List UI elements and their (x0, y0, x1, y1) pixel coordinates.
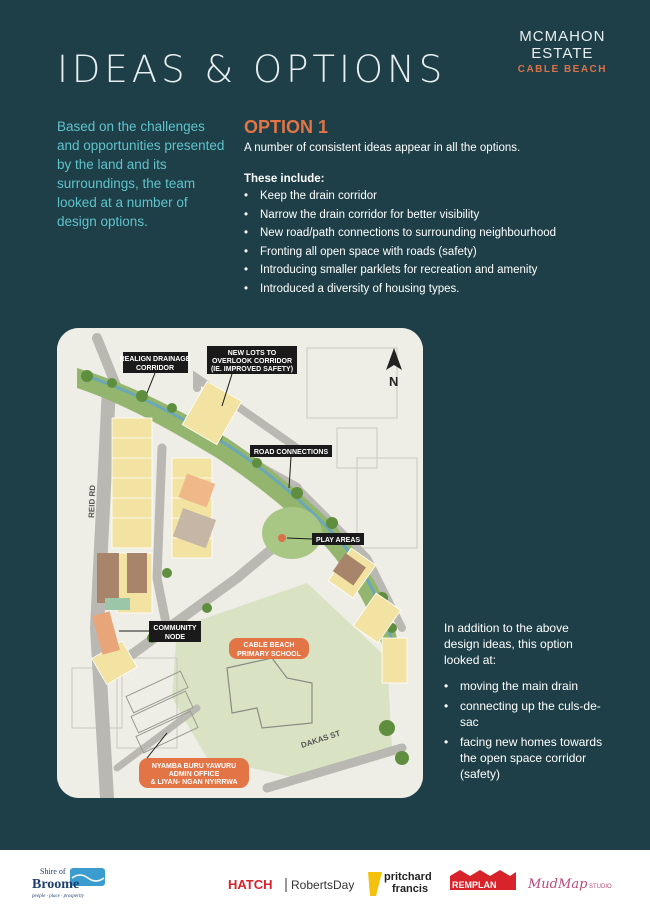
svg-text:REALIGN DRAINAGE: REALIGN DRAINAGE (119, 356, 191, 363)
svg-text:people · place · prosperity: people · place · prosperity (32, 894, 85, 899)
label-nyamba-buru (139, 758, 249, 788)
brand-line-1: MCMAHON (519, 28, 606, 45)
svg-text:REMPLAN: REMPLAN (452, 880, 497, 890)
mudmap-studio-logo (527, 877, 612, 892)
site-plan-drawing (57, 328, 423, 798)
svg-text:francis: francis (392, 883, 429, 895)
dakas-st-label: DAKAS ST (299, 728, 342, 750)
label-road-connections (250, 445, 332, 457)
brand-line-3: CABLE BEACH (517, 64, 607, 75)
label-school (229, 638, 309, 659)
list-item: • New road/path connections to surrounding neighbourhood (244, 224, 556, 243)
additional-list (444, 678, 604, 782)
pritchard-francis-logo (368, 871, 432, 896)
ideas-list (244, 187, 556, 298)
list-item: • facing new homes towards the open space corridor (safety) (444, 734, 604, 782)
svg-text:CORRIDOR: CORRIDOR (135, 365, 175, 372)
brand-line-2: ESTATE (531, 45, 594, 62)
additional-ideas (444, 620, 604, 786)
svg-text:STUDIO: STUDIO (589, 884, 612, 890)
footer-logos (0, 850, 650, 916)
svg-text:NODE: NODE (164, 634, 186, 641)
svg-text:(IE. IMPROVED SAFETY): (IE. IMPROVED SAFETY) (210, 366, 294, 373)
label-community-node (149, 621, 201, 642)
label-new-lots (207, 346, 297, 374)
svg-text:Broome: Broome (32, 877, 80, 892)
remplan-logo (450, 870, 516, 890)
svg-text:ADMIN OFFICE: ADMIN OFFICE (168, 771, 220, 778)
list-item: • Fronting all open space with roads (safety) (244, 243, 556, 262)
option-lead: A number of consistent ideas appear in all the options. (244, 142, 521, 154)
svg-text:HATCH: HATCH (228, 877, 273, 892)
list-item: • moving the main drain (444, 678, 604, 694)
svg-text:PRIMARY SCHOOL: PRIMARY SCHOOL (237, 651, 301, 658)
svg-text:MudMap: MudMap (528, 877, 588, 892)
label-realign-drainage (120, 352, 191, 373)
option-heading: OPTION 1 (244, 117, 329, 137)
label-play-areas (312, 533, 364, 545)
svg-text:RobertsDay: RobertsDay (291, 878, 355, 892)
svg-text:COMMUNITY: COMMUNITY (153, 625, 197, 632)
reid-rd-label: REID RD (87, 484, 98, 519)
svg-text:NEW LOTS TO: NEW LOTS TO (227, 350, 277, 357)
shire-of-broome-logo (31, 867, 105, 899)
list-item: • Narrow the drain corridor for better visibility (244, 206, 556, 225)
list-item: • Keep the drain corridor (244, 187, 556, 206)
svg-text:& LIYAN- NGAN NYIRRWA: & LIYAN- NGAN NYIRRWA (150, 779, 238, 786)
hatch-robertsday-logo (228, 877, 354, 892)
list-item: • Introduced a diversity of housing types. (244, 280, 556, 299)
list-item: • connecting up the culs-de-sac (444, 698, 604, 730)
svg-text:OVERLOOK CORRIDOR: OVERLOOK CORRIDOR (211, 358, 293, 365)
svg-text:CABLE BEACH: CABLE BEACH (243, 642, 295, 649)
north-label: N (389, 374, 399, 389)
svg-text:NYAMBA BURU YAWURU: NYAMBA BURU YAWURU (151, 763, 237, 770)
svg-text:Shire of: Shire of (40, 867, 66, 876)
site-plan-map (57, 328, 423, 798)
estate-brand (518, 28, 607, 75)
intro-text: Based on the challenges and opportunities presented by the land and its surroundings, the team looked at a number of design options. (57, 119, 225, 229)
svg-text:ROAD CONNECTIONS: ROAD CONNECTIONS (253, 449, 329, 456)
footer-logo-strip (0, 850, 650, 916)
additional-intro: In addition to the above design ideas, this option looked at: (444, 621, 573, 667)
includes-heading: These include: (244, 173, 325, 185)
svg-text:PLAY AREAS: PLAY AREAS (315, 537, 361, 544)
list-item: • Introducing smaller parklets for recreation and amenity (244, 261, 556, 280)
svg-text:pritchard: pritchard (384, 871, 432, 883)
page-title: IDEAS & OPTIONS (57, 48, 447, 91)
